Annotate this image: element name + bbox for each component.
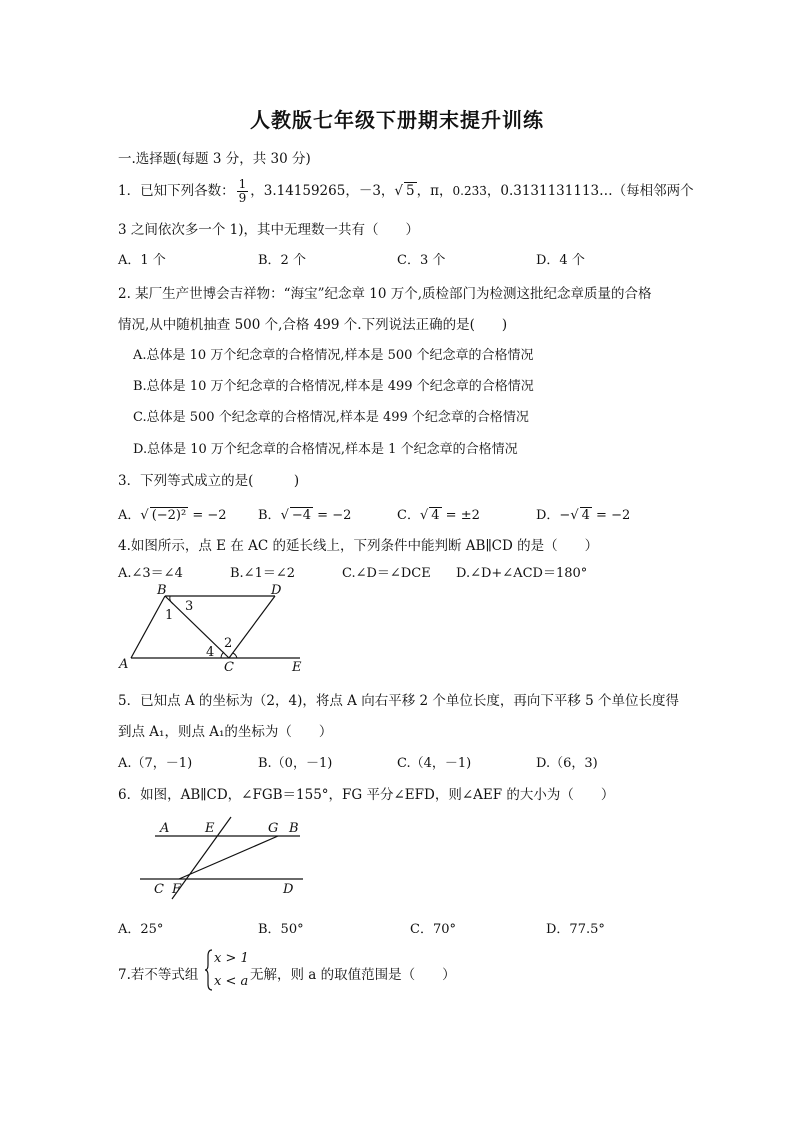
label-c: C [224,660,234,675]
question-2-line-1: 2. 某厂生产世博会吉祥物：“海宝”纪念章 10 万个,质检部门为检测这批纪念章质量的合格 [118,286,652,302]
segment-fg [179,836,278,879]
q1-prefix: 1．已知下列各数： [118,183,235,199]
q1-option-c: C．3 个 [397,253,446,268]
question-7-prefix: 7.若不等式组 [118,967,199,983]
q4-option-a: A.∠3＝∠4 [118,566,183,581]
label-e: E [292,660,302,675]
label-b: B [157,583,167,598]
q3-c-radicand: 4 [431,508,440,523]
q6-figure [135,815,315,905]
q1-after: ，π， [416,183,453,199]
q7-inequality-1: x > 1 [214,951,249,966]
q3-option-c: C．√ 4 = ±2 [397,508,480,523]
segment-cd [229,596,275,658]
q1-suffix: ，0.3131131113…（每相邻两个 [486,183,694,199]
q6-option-c: C．70° [410,922,456,937]
q4-figure [115,582,315,677]
q5-option-b: B.（0，－1) [258,756,333,771]
label-a: A [119,657,129,672]
q3-a-rhs: = −2 [188,508,227,523]
q7-inequality-2: x < a [214,974,249,989]
label-4: 4 [206,645,215,660]
q3-option-b: B．√ −4 = −2 [258,508,352,523]
q1-mid: ，3.14159265，－3， [250,183,395,199]
q3-b-radicand: −4 [291,508,312,523]
label-g: G [268,821,279,836]
q5-option-a: A.（7，－1) [118,756,193,771]
q3-option-d: D．−√ 4 = −2 [536,508,631,523]
q2-option-b: B.总体是 10 万个纪念章的合格情况,样本是 499 个纪念章的合格情况 [133,379,534,394]
q3-d-rhs: = −2 [591,508,631,523]
q5-option-d: D.（6，3) [536,756,598,771]
label-2: 2 [224,636,233,651]
q1-option-d: D．4 个 [536,253,585,268]
q4-option-d: D.∠D+∠ACD＝180° [456,566,588,581]
segment-ab [131,596,165,658]
fraction-denominator: 9 [238,191,247,205]
label-3: 3 [185,599,194,614]
page-title: 人教版七年级下册期末提升训练 [250,108,544,132]
q3-c-label: C． [397,508,420,523]
segment-bc [165,596,229,658]
question-3-stem: 3．下列等式成立的是( ) [118,473,300,489]
q3-d-radicand: 4 [581,508,590,523]
label-e: E [205,821,215,836]
q4-option-b: B.∠1＝∠2 [230,566,296,581]
q2-option-a: A.总体是 10 万个纪念章的合格情况,样本是 500 个纪念章的合格情况 [133,348,534,363]
q3-b-label: B． [258,508,281,523]
question-1-line-1: 1．已知下列各数： $\frac{1}{9}$ ，3.14159265，－3，√ 5 ，π，0.23̇3̇，0.3131131113…（每相邻两个 [118,177,694,205]
q1-option-a: A．1 个 [118,253,166,268]
label-d: D [283,882,294,897]
q2-option-d: D.总体是 10 万个纪念章的合格情况,样本是 1 个纪念章的合格情况 [133,442,518,457]
question-2-line-2: 情况,从中随机抽查 500 个,合格 499 个.下列说法正确的是( ) [118,317,508,333]
repeating-decimal: 0.23̇3̇ [452,184,487,198]
q6-option-b: B．50° [258,922,304,937]
question-6-stem: 6．如图，AB∥CD，∠FGB＝155°，FG 平分∠EFD，则∠AEF 的大小为（ ） [118,787,615,803]
question-1-line-2: 3 之间依次多一个 1)，其中无理数一共有（ ） [118,222,420,238]
section-heading: 一.选择题(每题 3 分，共 30 分) [118,151,311,167]
q6-option-d: D．77.5° [546,922,605,937]
angle-arc-c [221,652,224,658]
label-c: C [154,882,164,897]
label-f: F [172,882,182,897]
question-4-stem: 4.如图所示，点 E 在 AC 的延长线上，下列条件中能判断 AB∥CD 的是（ ） [118,538,599,554]
q3-a-radicand: (−2)² [151,508,187,523]
label-b: B [289,821,299,836]
fraction-numerator: 1 [238,177,247,191]
question-5-line-1: 5．已知点 A 的坐标为（2，4)，将点 A 向右平移 2 个单位长度，再向下平移 5 个单位长度得 [118,693,680,709]
q7-suffix: 无解，则 a 的取值范围是（ ） [250,967,456,983]
q3-option-a: A．√ (−2)² = −2 [118,508,227,523]
q3-a-label: A． [118,508,141,523]
system-brace-icon [204,948,214,992]
q4-option-c: C.∠D＝∠DCE [342,566,431,581]
label-1: 1 [165,608,174,623]
q3-b-rhs: = −2 [313,508,352,523]
sqrt-5: 5 [406,183,415,199]
fraction-one-ninth [237,178,249,205]
label-d: D [271,583,282,598]
q6-option-a: A．25° [118,922,164,937]
label-a: A [160,821,170,836]
q3-d-label: D．− [536,508,571,523]
q3-c-rhs: = ±2 [441,508,480,523]
angle-arc-c2 [233,653,237,658]
q1-option-b: B．2 个 [258,253,306,268]
question-5-line-2: 到点 A₁，则点 A₁的坐标为（ ） [118,724,333,740]
q5-option-c: C.（4，－1) [397,756,472,771]
q2-option-c: C.总体是 500 个纪念章的合格情况,样本是 499 个纪念章的合格情况 [133,410,529,425]
